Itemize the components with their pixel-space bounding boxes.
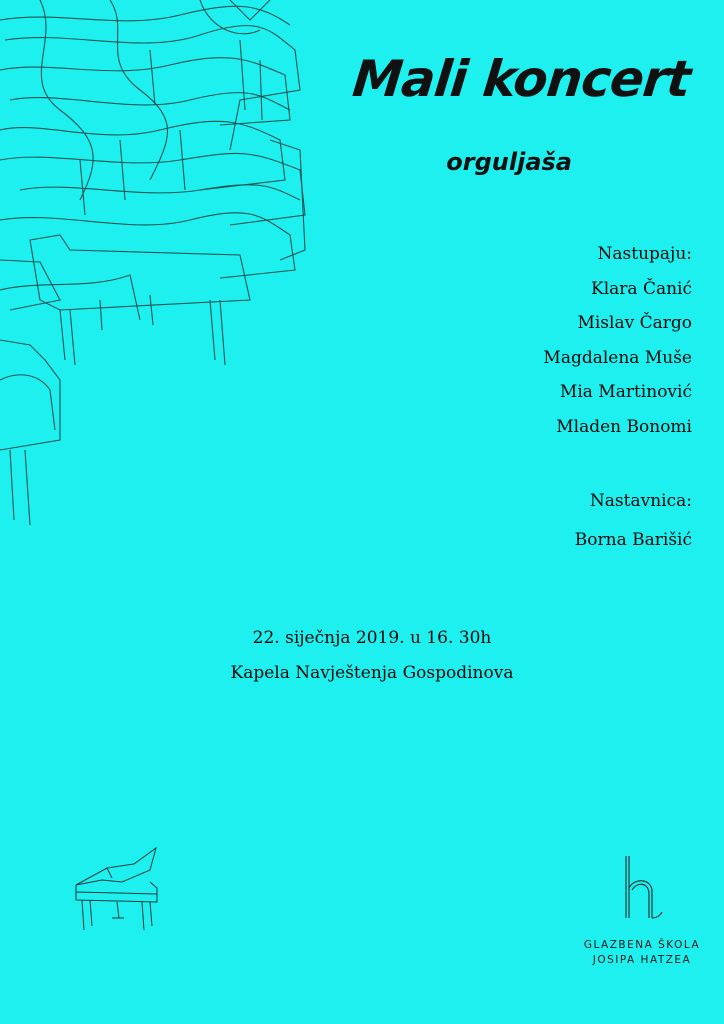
event-datetime: 22. siječnja 2019. u 16. 30h	[252, 628, 492, 648]
teacher-block	[575, 482, 692, 560]
pianos-sketch-illustration	[0, 0, 320, 540]
concert-title: Mali koncert	[350, 50, 694, 108]
event-venue: Kapela Navještenja Gospodinova	[230, 663, 514, 683]
performer-name: Magdalena Muše	[543, 347, 692, 368]
school-name-line2: JOSIPA HATZEA	[592, 954, 692, 966]
school-name	[574, 938, 710, 968]
performers-list	[543, 237, 692, 444]
performer-name: Mladen Bonomi	[556, 416, 692, 437]
teacher-heading: Nastavnica:	[589, 491, 692, 511]
teacher-name: Borna Barišić	[574, 530, 692, 550]
performer-name: Mislav Čargo	[577, 313, 692, 333]
performers-heading: Nastupaju:	[597, 244, 692, 264]
school-name-line1: GLAZBENA ŠKOLA	[583, 939, 701, 951]
performer-name: Klara Čanić	[591, 278, 692, 299]
small-piano-illustration	[62, 830, 172, 950]
performer-name: Mia Martinović	[559, 382, 692, 402]
school-logo-icon	[620, 852, 668, 922]
concert-subtitle: orguljaša	[446, 148, 572, 176]
